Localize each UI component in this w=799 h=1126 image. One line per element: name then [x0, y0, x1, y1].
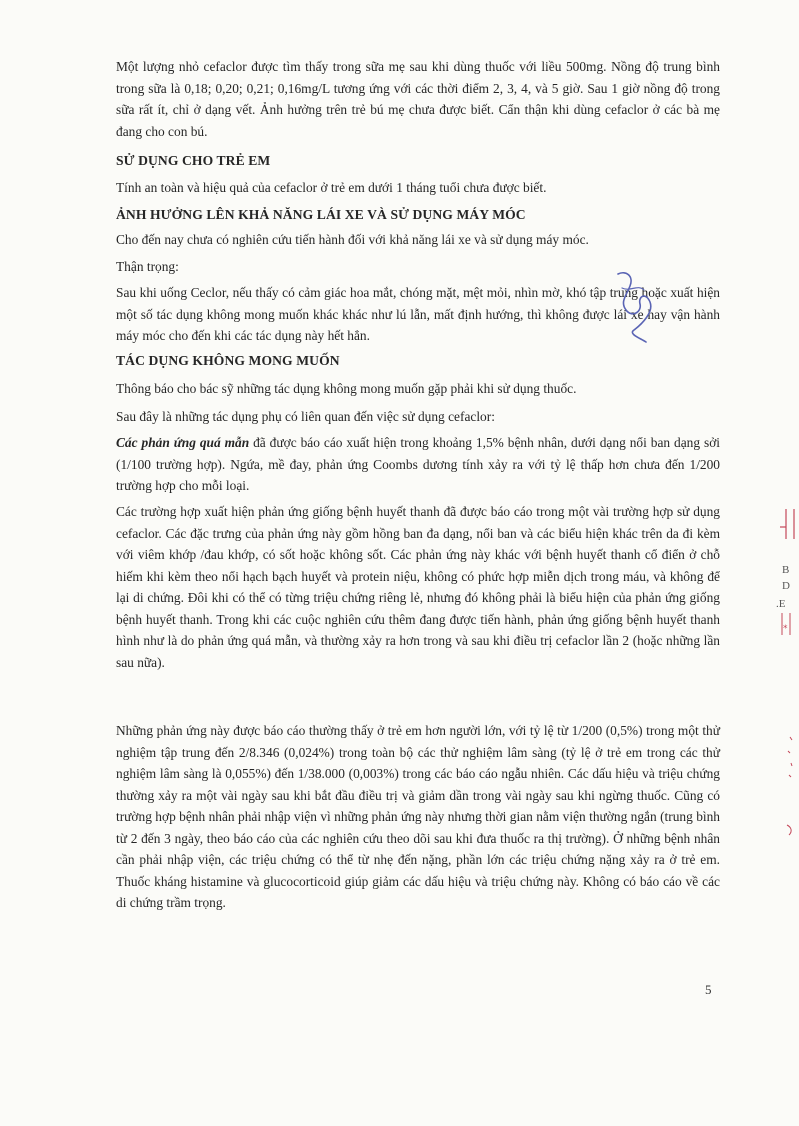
edge-mark-1: B	[782, 564, 790, 576]
driving-paragraph: Cho đến nay chưa có nghiên cứu tiến hành đối với khả năng lái xe và sử dụng máy móc.	[116, 232, 589, 247]
intro-paragraph: Một lượng nhỏ cefaclor được tìm thấy trong sữa mẹ sau khi dùng thuốc với liều 500mg. Nồng độ trung bình trong sữa là 0,18; 0,20; 0,21; 0,16mg/L tương ứng với các thời điểm 2, 3, 4, và 5 giờ. Sau 1 giờ nồng độ trong sữa rất ít, chỉ ở dạng vết. Ảnh hưởng trên trẻ bú mẹ chưa được biết. Cẩn thận khi dùng cefaclor ở các bà mẹ đang cho con bú.	[116, 59, 720, 139]
adverse-paragraph-5: Những phản ứng này được báo cáo thường thấy ở trẻ em hơn người lớn, với tỷ lệ từ 1/200 (0,5%) trong một thử nghiệm tập trung đến 2/8.346 (0,024%) trong toàn bộ các thử nghiệm lâm sàng (tỷ lệ ở trẻ em trong các thử nghiệm lâm sàng là 0,055%) đến 1/38.000 (0,003%) trong các báo cáo ngẫu nhiên. Các dấu hiệu và triệu chứng thường xảy ra một vài ngày sau khi bắt đầu điều trị và giảm dần trong vài ngày sau khi ngừng thuốc. Cũng có trường hợp bệnh nhân phải nhập viện vì những phản ứng này nhưng thời gian nằm viện thường ngắn (trung bình từ 2 đến 3 ngày, theo báo cáo của các nghiên cứu theo dõi sau khi đưa thuốc ra thị trường). Ở những bệnh nhân cần phải nhập viện, các triệu chứng có thể từ nhẹ đến nặng, phần lớn các triệu chứng nặng xảy ra ở trẻ em. Thuốc kháng histamine và glucocorticoid giúp giảm các dấu hiệu và triệu chứng này. Không có báo cáo về các di chứng trầm trọng.	[116, 723, 720, 910]
adverse-paragraph-2: Sau đây là những tác dụng phụ có liên quan đến việc sử dụng cefaclor:	[116, 409, 495, 424]
handwritten-initials-mark	[612, 268, 658, 348]
edge-mark-3: .E	[776, 598, 786, 610]
heading-adverse-effects: TÁC DỤNG KHÔNG MONG MUỐN	[116, 353, 340, 368]
children-paragraph: Tính an toàn và hiệu quả của cefaclor ở trẻ em dưới 1 tháng tuổi chưa được biết.	[116, 180, 547, 195]
page-number: 5	[705, 982, 712, 997]
edge-mark-2: D	[782, 580, 790, 592]
svg-text:*: *	[783, 624, 788, 634]
caution-label: Thận trọng:	[116, 259, 179, 274]
adverse-paragraph-3	[116, 432, 720, 497]
adverse-paragraph-4: Các trường hợp xuất hiện phản ứng giống bệnh huyết thanh đã được báo cáo trong một vài trường hợp sử dụng cefaclor. Các đặc trưng của phản ứng này gồm hồng ban đa dạng, nổi ban và các biểu hiện khác trên da đi kèm với viêm khớp /đau khớp, có sốt hoặc không sốt. Các phản ứng này khác với bệnh huyết thanh cổ điển ở chỗ hiếm khi kèm theo nổi hạch bạch huyết và protein niệu, không có phức hợp miễn dịch trong máu, và không để lại di chứng. Đôi khi có thể có từng triệu chứng riêng lẻ, nhưng đó không phải là biểu hiện của phản ứng giống bệnh huyết thanh. Trong khi các cuộc nghiên cứu thêm đang được tiến hành, phản ứng giống bệnh huyết thanh hình như là do phản ứng quá mẫn, và thường xảy ra hơn trong và sau khi điều trị cefaclor lần 2 (hoặc những lần sau nữa).	[116, 504, 720, 670]
heading-driving: ẢNH HƯỞNG LÊN KHẢ NĂNG LÁI XE VÀ SỬ DỤNG MÁY MÓC	[116, 207, 526, 222]
right-edge-stamp-fragment	[760, 505, 796, 845]
adverse-paragraph-1: Thông báo cho bác sỹ những tác dụng không mong muốn gặp phải khi sử dụng thuốc.	[116, 381, 577, 396]
hypersensitivity-text: đã được báo cáo xuất hiện trong khoảng 1,5% bệnh nhân, dưới dạng nổi ban dạng sởi (1/100 trường hợp). Ngứa, mề đay, phản ứng Coombs dương tính xảy ra với tỷ lệ thấp hơn chưa đến 1/200 trường hợp cho mỗi loại.	[116, 435, 720, 493]
heading-children: SỬ DỤNG CHO TRẺ EM	[116, 153, 271, 168]
caution-paragraph: Sau khi uống Ceclor, nếu thấy có cảm giác hoa mắt, chóng mặt, mệt mỏi, nhìn mờ, khó tập trung hoặc xuất hiện một số tác dụng không mong muốn khác khác như lú lẫn, mất định hướng, thì không được lái xe hay vận hành máy móc cho đến khi các tác dụng này hết hẳn.	[116, 285, 720, 343]
hypersensitivity-lead: Các phản ứng quá mẫn	[116, 435, 250, 450]
